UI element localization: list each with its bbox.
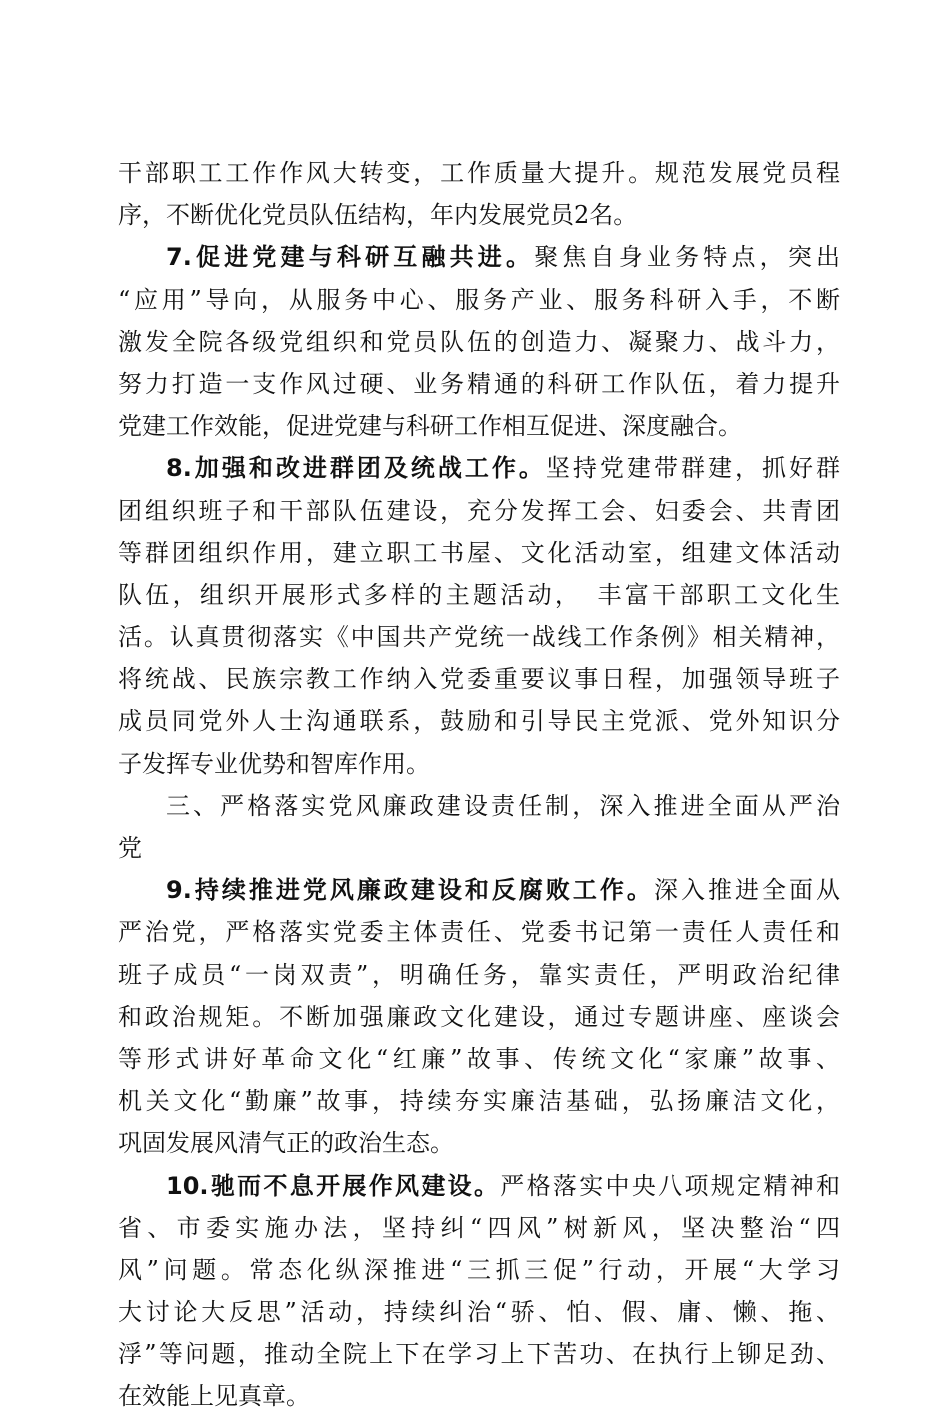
item-title: 9.持续推进党风廉政建设和反腐败工作。 — [166, 876, 654, 905]
body-text: 浮”等问题，推动全院上下在学习上下苦功、在执行上铆足劲、 — [118, 1340, 840, 1369]
text-line — [118, 616, 840, 658]
body-text: 在效能上见真章。 — [118, 1382, 310, 1411]
text-line — [118, 1291, 840, 1333]
text-line — [118, 1038, 840, 1080]
text-line — [118, 236, 840, 278]
body-text: 严格落实中央八项规定精神和 — [500, 1171, 841, 1200]
text-line — [118, 1080, 840, 1122]
text-line — [118, 869, 840, 911]
body-text: 班子成员“一岗双责”，明确任务，靠实责任，严明政治纪律 — [118, 960, 840, 989]
body-text: 序，不断优化党员队伍结构，年内发展党员2名。 — [118, 201, 638, 230]
text-line — [118, 658, 840, 700]
text-line — [118, 321, 840, 363]
text-line — [118, 1249, 840, 1291]
text-line — [118, 911, 840, 953]
section-heading-line — [118, 785, 840, 827]
text-line — [118, 954, 840, 996]
section-heading-line — [118, 827, 840, 869]
body-text: 干部职工工作作风大转变，工作质量大提升。规范发展党员程 — [118, 159, 840, 187]
text-line — [118, 574, 840, 616]
body-text: 机关文化“勤廉”故事，持续夯实廉洁基础，弘扬廉洁文化， — [118, 1087, 840, 1116]
body-text: 和政治规矩。不断加强廉政文化建设，通过专题讲座、座谈会 — [118, 1002, 840, 1031]
text-line — [118, 1207, 840, 1249]
section-heading: 三、严格落实党风廉政建设责任制，深入推进全面从严治 — [166, 791, 840, 820]
body-text: 风”问题。常态化纵深推进“三抓三促”行动，开展“大学习 — [118, 1255, 840, 1284]
body-text: 将统战、民族宗教工作纳入党委重要议事日程，加强领导班子 — [118, 665, 840, 694]
body-text: 努力打造一支作风过硬、业务精通的科研工作队伍，着力提升 — [118, 369, 840, 398]
text-line — [118, 996, 840, 1038]
body-text: 聚焦自身业务特点，突出 — [534, 243, 841, 272]
text-line — [118, 279, 840, 321]
body-text: 党建工作效能，促进党建与科研工作相互促进、深度融合。 — [118, 412, 742, 441]
body-text: 成员同党外人士沟通联系，鼓励和引导民主党派、党外知识分 — [118, 707, 840, 736]
body-text: 等群团组织作用，建立职工书屋、文化活动室，组建文体活动 — [118, 538, 840, 567]
text-line — [118, 1333, 840, 1375]
body-text: 严治党，严格落实党委主体责任、党委书记第一责任人责任和 — [118, 918, 840, 947]
body-text: 子发挥专业优势和智库作用。 — [118, 749, 430, 778]
body-text: 深入推进全面从 — [653, 876, 840, 905]
body-text: 坚持党建带群建，抓好群 — [545, 454, 840, 483]
body-text: 队伍，组织开展形式多样的主题活动， 丰富干部职工文化生 — [118, 580, 840, 609]
text-line — [118, 490, 840, 532]
body-text: 团组织班子和干部队伍建设，充分发挥工会、妇委会、共青团 — [118, 496, 840, 525]
text-line — [118, 363, 840, 405]
text-line — [118, 152, 840, 194]
item-title: 10.驰而不息开展作风建设。 — [166, 1171, 501, 1200]
text-line — [118, 700, 840, 742]
item-title: 7.促进党建与科研互融共进。 — [166, 243, 535, 272]
section-heading: 党 — [118, 834, 142, 862]
text-line — [118, 405, 840, 447]
text-line — [118, 1375, 840, 1417]
item-title: 8.加强和改进群团及统战工作。 — [166, 454, 546, 483]
text-line — [118, 532, 840, 574]
text-line — [118, 447, 840, 489]
body-text: 激发全院各级党组织和党员队伍的创造力、凝聚力、战斗力， — [118, 327, 840, 356]
body-text: 大讨论大反思”活动，持续纠治“骄、怕、假、庸、懒、拖、 — [118, 1298, 840, 1327]
body-text: “应用”导向，从服务中心、服务产业、服务科研入手，不断 — [118, 285, 840, 314]
body-text: 省、市委实施办法，坚持纠“四风”树新风，坚决整治“四 — [118, 1213, 840, 1242]
body-text: 活。认真贯彻落实《中国共产党统一战线工作条例》相关精神， — [118, 623, 840, 652]
body-text: 巩固发展风清气正的政治生态。 — [118, 1129, 454, 1158]
text-line — [118, 743, 840, 785]
text-line — [118, 194, 840, 236]
body-text: 等形式讲好革命文化“红廉”故事、传统文化“家廉”故事、 — [118, 1044, 840, 1073]
text-line — [118, 1165, 840, 1207]
text-line — [118, 1122, 840, 1164]
document-page — [118, 152, 840, 1418]
